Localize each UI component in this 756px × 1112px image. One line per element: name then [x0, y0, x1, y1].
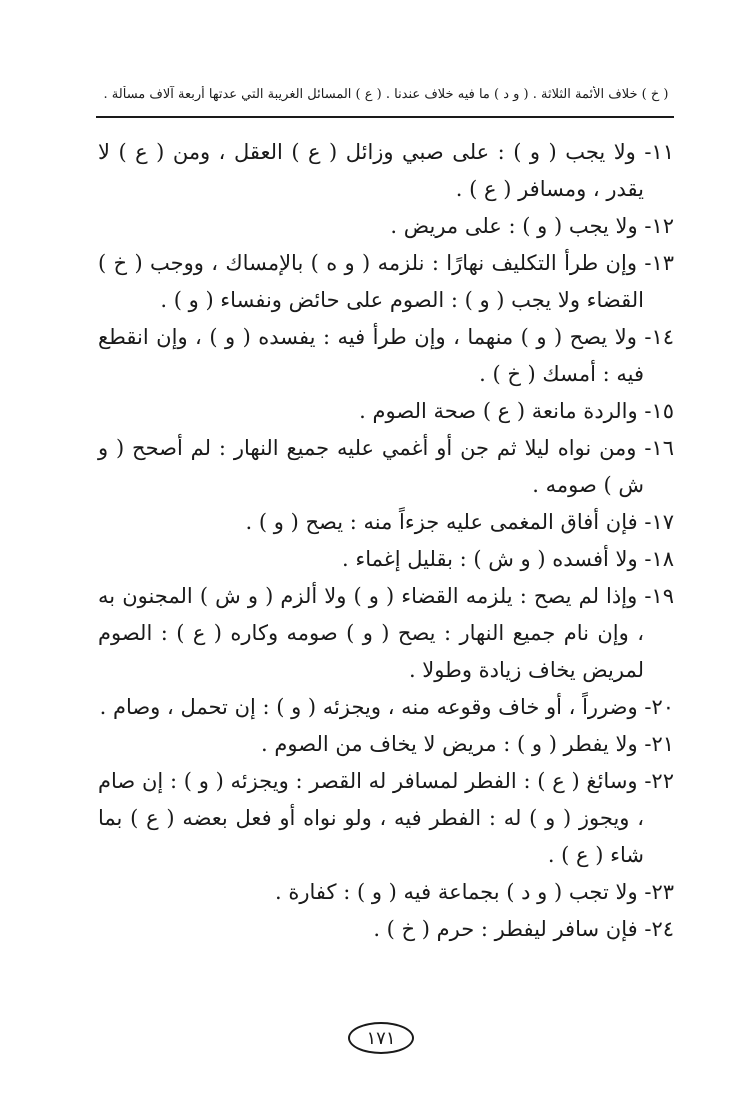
- list-item: [98, 763, 674, 874]
- item-text: وسائغ ( ع ) : الفطر لمسافر له القصر : ويجزئه ( و ) : إن صام ، ويجوز ( و ) له : الفطر فيه ، ولو نواه أو فعل بعضه ( ع ) بما شاء ( ع ) .: [98, 769, 644, 867]
- item-text: وضرراً ، أو خاف وقوعه منه ، ويجزئه ( و ) : إن تحمل ، وصام .: [99, 695, 638, 719]
- item-number: ٢٤-: [644, 917, 674, 941]
- item-number: ١٨-: [644, 547, 674, 571]
- item-text: ولا أفسده ( و ش ) : بقليل إغماء .: [342, 547, 638, 571]
- item-number: ٢٢-: [644, 769, 674, 793]
- list-item: [98, 541, 674, 578]
- item-number: ١٣-: [644, 251, 674, 275]
- list-item: [98, 504, 674, 541]
- list-item: [98, 393, 674, 430]
- item-text: ولا يفطر ( و ) : مريض لا يخاف من الصوم .: [261, 732, 638, 756]
- item-number: ١١-: [644, 140, 674, 164]
- item-number: ١٦-: [644, 436, 674, 460]
- item-number: ١٩-: [644, 584, 674, 608]
- item-number: ٢٣-: [644, 880, 674, 904]
- item-text: ومن نواه ليلا ثم جن أو أغمي عليه جميع النهار : لم أصحح ( و ش ) صومه .: [98, 436, 644, 497]
- list-item: [98, 689, 674, 726]
- running-header: ( خ ) خلاف الأئمة الثلاثة . ( و د ) ما فيه خلاف عندنا . ( ع ) المسائل الغريبة التي عدتها أربعة آلاف مسألة .: [103, 87, 669, 102]
- page-number: ١٧١: [348, 1022, 414, 1054]
- item-text: ولا يصح ( و ) منهما ، وإن طرأ فيه : يفسده ( و ) ، وإن انقطع فيه : أمسك ( خ ) .: [98, 325, 644, 386]
- list-item: [98, 319, 674, 393]
- item-text: والردة مانعة ( ع ) صحة الصوم .: [359, 399, 638, 423]
- item-number: ٢٠-: [644, 695, 674, 719]
- item-text: فإن سافر ليفطر : حرم ( خ ) .: [373, 917, 638, 941]
- list-item: [98, 578, 674, 689]
- list-item: [98, 726, 674, 763]
- list-item: [98, 874, 674, 911]
- list-item: [98, 208, 674, 245]
- body-text: [98, 134, 674, 948]
- list-item: [98, 911, 674, 948]
- list-item: [98, 134, 674, 208]
- item-number: ١٧-: [644, 510, 674, 534]
- item-text: فإن أفاق المغمى عليه جزءاً منه : يصح ( و ) .: [245, 510, 638, 534]
- item-number: ١٢-: [644, 214, 674, 238]
- item-text: وإن طرأ التكليف نهارًا : نلزمه ( و ه ) بالإمساك ، ووجب ( خ ) القضاء ولا يجب ( و ) : الصوم على حائض ونفساء ( و ) .: [98, 251, 644, 312]
- list-item: [98, 245, 674, 319]
- header-rule: [96, 116, 674, 118]
- item-text: وإذا لم يصح : يلزمه القضاء ( و ) ولا ألزم ( و ش ) المجنون به ، وإن نام جميع النهار : يصح ( و ) صومه وكاره ( ع ) : الصوم لمريض يخاف زيادة وطولا .: [98, 584, 644, 682]
- item-number: ١٥-: [644, 399, 674, 423]
- item-number: ١٤-: [644, 325, 674, 349]
- item-text: ولا يجب ( و ) : على صبي وزائل ( ع ) العقل ، ومن ( ع ) لا يقدر ، ومسافر ( ع ) .: [98, 140, 644, 201]
- item-text: ولا يجب ( و ) : على مريض .: [390, 214, 638, 238]
- item-text: ولا تجب ( و د ) بجماعة فيه ( و ) : كفارة .: [275, 880, 638, 904]
- item-number: ٢١-: [644, 732, 674, 756]
- list-item: [98, 430, 674, 504]
